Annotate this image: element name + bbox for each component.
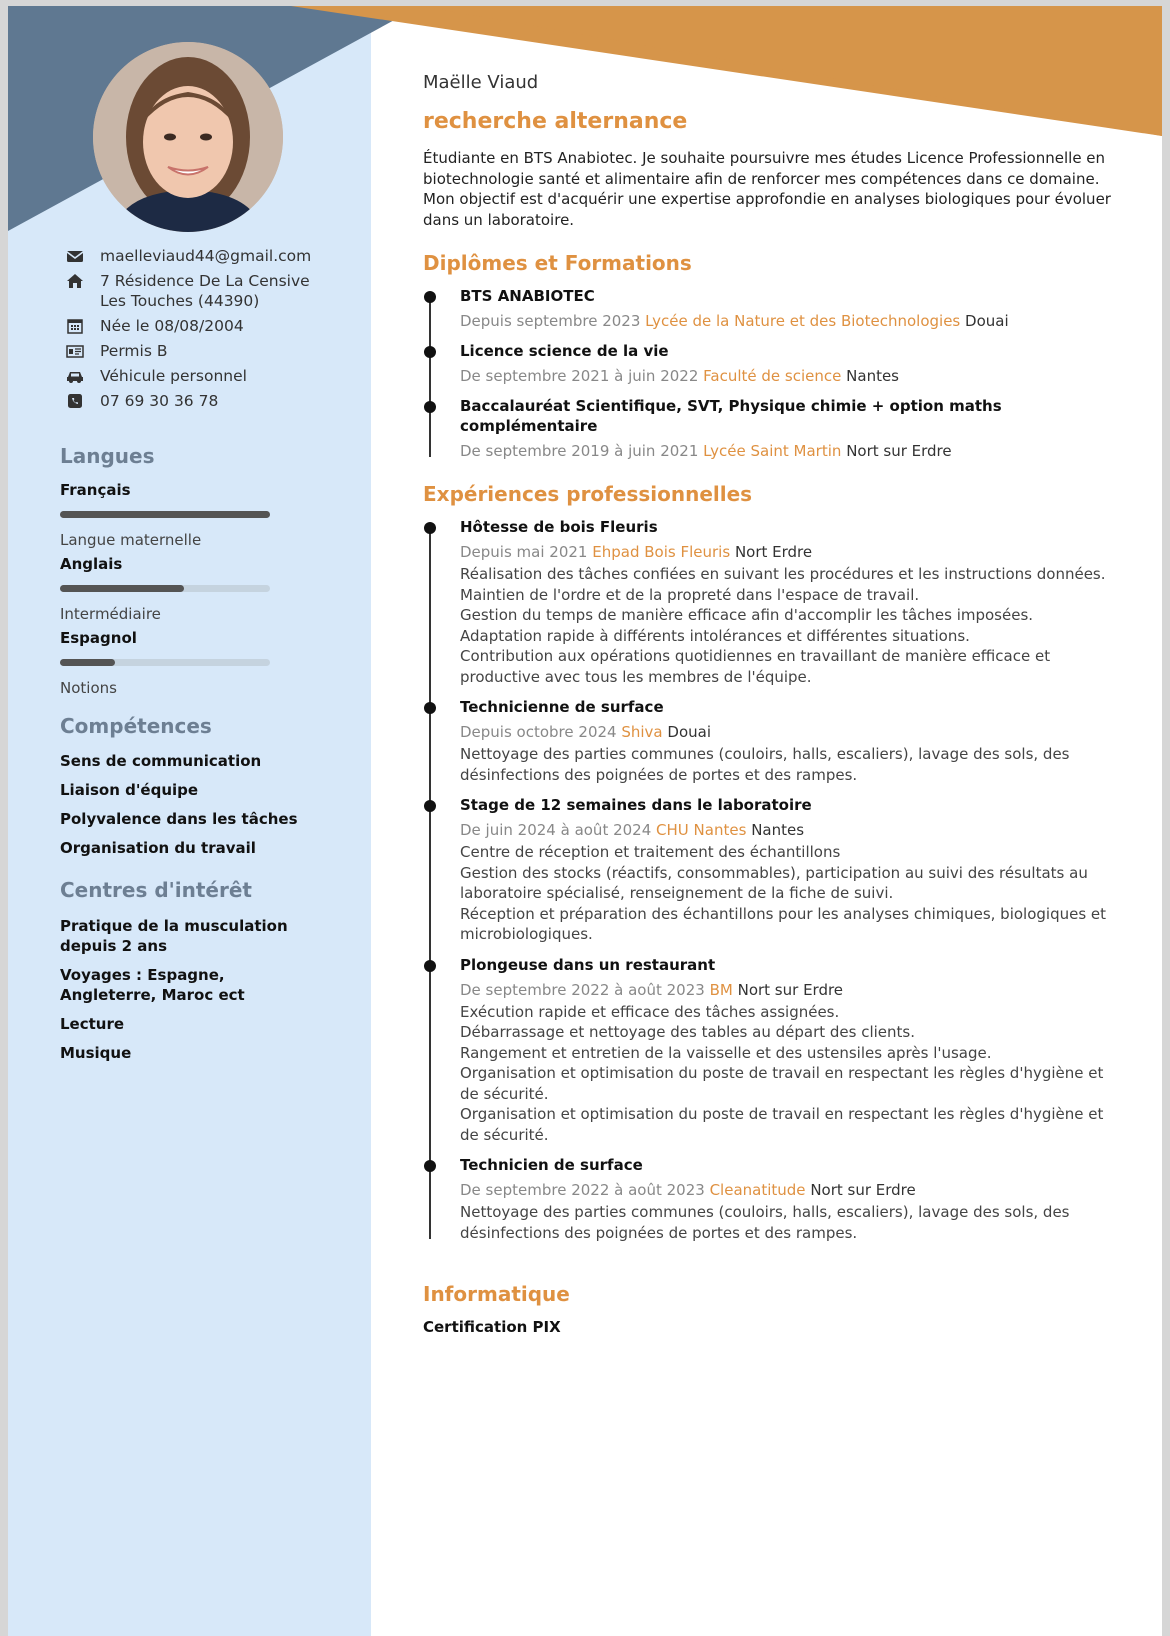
entry-date: De septembre 2022 à août 2023 <box>460 980 705 999</box>
entry-date: Depuis septembre 2023 <box>460 312 641 330</box>
entry-description <box>460 1202 1123 1243</box>
profile-photo <box>93 42 283 232</box>
entry-meta <box>460 722 1123 742</box>
entry-city: Douai <box>965 312 1009 330</box>
entry-organization: CHU Nantes <box>656 821 747 839</box>
education-entry <box>423 286 1123 331</box>
language-name: Français <box>60 481 131 499</box>
language-level: Intermédiaire <box>60 605 161 623</box>
entry-title: Baccalauréat Scientifique, SVT, Physique chimie + option maths complémentaire <box>460 397 1002 435</box>
contact-list <box>58 246 358 416</box>
education-entry <box>423 396 1123 461</box>
contact-license <box>58 341 358 361</box>
car-icon <box>64 366 86 386</box>
experience-timeline <box>423 517 1123 1253</box>
interest-item: Musique <box>60 1044 132 1062</box>
timeline-dot <box>424 291 436 303</box>
entry-city: Nort sur Erdre <box>737 980 844 999</box>
description-line: Gestion du temps de manière efficace afin d'accomplir les tâches imposées. <box>460 606 1034 624</box>
entry-date: De septembre 2021 à juin 2022 <box>460 367 699 385</box>
entry-city: Nantes <box>846 367 900 385</box>
description-line: Gestion des stocks (réactifs, consommables), participation au suivi des résultats au laboratoire spécialisé, renseignement de la fiche de suivi. <box>460 863 1088 902</box>
address-line-1: 7 Résidence De La Censive <box>100 272 310 290</box>
experience-entry <box>423 1155 1123 1243</box>
timeline-dot <box>424 522 436 534</box>
skill-item: Organisation du travail <box>60 839 256 857</box>
entry-organization: BM <box>709 980 733 999</box>
language-item <box>60 481 270 549</box>
language-level: Notions <box>60 679 117 697</box>
description-line: Organisation et optimisation du poste de travail en respectant les règles d'hygiène et de sécurité. <box>460 1064 1104 1103</box>
entry-meta <box>460 1180 1123 1200</box>
language-name: Espagnol <box>60 629 137 647</box>
summary: Étudiante en BTS Anabiotec. Je souhaite poursuivre mes études Licence Professionnelle en biotechnologie santé et alimentaire afin de renforcer mes compétences dans ce domaine. Mon objectif est d'acquérir une expertise approfondie en analyses biologiques pour évoluer dans un laboratoire. <box>423 149 1111 229</box>
phone-icon <box>64 391 86 411</box>
timeline-dot <box>424 800 436 812</box>
education-entry <box>423 341 1123 386</box>
description-line: Réalisation des tâches confiées en suivant les procédures et les instructions données. <box>460 565 1106 583</box>
description-line: Rangement et entretien de la vaisselle et des ustensiles après l'usage. <box>460 1043 992 1062</box>
entry-description <box>460 744 1123 785</box>
envelope-icon <box>64 246 86 266</box>
entry-meta <box>460 441 1123 461</box>
language-item <box>60 555 270 623</box>
description-line: Réception et préparation des échantillons pour les analyses chimiques, biologiques et microbiologiques. <box>460 904 1107 943</box>
entry-organization: Ehpad Bois Fleuris <box>592 543 731 561</box>
timeline-dot <box>424 1160 436 1172</box>
experience-entry <box>423 697 1123 785</box>
description-line: Organisation et optimisation du poste de travail en respectant les règles d'hygiène et de sécurité. <box>460 1105 1104 1144</box>
candidate-name: Maëlle Viaud <box>423 72 539 93</box>
experience-entry <box>423 795 1123 945</box>
entry-description <box>460 1002 1123 1146</box>
language-level-fill <box>60 659 115 666</box>
experience-entry <box>423 955 1123 1146</box>
language-item <box>60 629 270 697</box>
interest-item: Pratique de la musculation depuis 2 ans <box>60 917 288 955</box>
entry-title: Stage de 12 semaines dans le laboratoire <box>460 796 812 814</box>
entry-date: Depuis mai 2021 <box>460 543 588 561</box>
language-level-bar <box>60 585 270 592</box>
experience-entry <box>423 517 1123 687</box>
resume-page <box>8 6 1162 1636</box>
entry-date: Depuis octobre 2024 <box>460 723 617 741</box>
language-name: Anglais <box>60 555 123 573</box>
skill-item: Polyvalence dans les tâches <box>60 810 298 828</box>
entry-description <box>460 564 1123 687</box>
timeline-dot <box>424 702 436 714</box>
interest-item: Voyages : Espagne, Angleterre, Maroc ect <box>60 966 245 1004</box>
language-level-bar <box>60 511 270 518</box>
description-line: Débarrassage et nettoyage des tables au départ des clients. <box>460 1023 916 1041</box>
license-text: Permis B <box>100 342 168 360</box>
interest-item: Lecture <box>60 1015 125 1033</box>
contact-birth <box>58 316 358 336</box>
languages-heading: Langues <box>60 444 155 468</box>
timeline-dot <box>424 346 436 358</box>
description-line: Adaptation rapide à différents intolérances et différentes situations. <box>460 626 970 645</box>
entry-city: Nort Erdre <box>734 543 813 561</box>
entry-title: Technicienne de surface <box>460 698 664 716</box>
entry-organization: Lycée Saint Martin <box>703 442 842 460</box>
entry-title: BTS ANABIOTEC <box>460 287 595 305</box>
description-line: Nettoyage des parties communes (couloirs, halls, escaliers), lavage des sols, des désinfections des poignées de portes et des rampes. <box>460 745 1070 784</box>
entry-date: De septembre 2019 à juin 2021 <box>460 442 699 460</box>
entry-organization: Shiva <box>621 723 663 741</box>
skill-item: Liaison d'équipe <box>60 781 199 799</box>
description-line: Maintien de l'ordre et de la propreté dans l'espace de travail. <box>460 585 920 604</box>
timeline-dot <box>424 960 436 972</box>
entry-meta <box>460 820 1123 840</box>
timeline-dot <box>424 401 436 413</box>
entry-date: De juin 2024 à août 2024 <box>460 821 652 839</box>
entry-date: De septembre 2022 à août 2023 <box>460 1181 705 1199</box>
entry-meta <box>460 311 1123 331</box>
vehicle-text: Véhicule personnel <box>100 367 247 385</box>
contact-phone[interactable] <box>58 391 358 411</box>
entry-title: Licence science de la vie <box>460 342 669 360</box>
informatique-heading: Informatique <box>423 1282 570 1306</box>
entry-city: Nort sur Erdre <box>810 1181 916 1199</box>
entry-meta <box>460 366 1123 386</box>
entry-city: Douai <box>667 723 711 741</box>
language-level: Langue maternelle <box>60 531 202 549</box>
birth-text: Née le 08/08/2004 <box>100 317 244 335</box>
entry-meta <box>460 542 1123 562</box>
entry-meta <box>460 980 1123 1000</box>
skills-heading: Compétences <box>60 714 212 738</box>
language-level-fill <box>60 511 270 518</box>
entry-city: Nantes <box>751 821 805 839</box>
entry-title: Technicien de surface <box>460 1156 643 1174</box>
entry-title: Hôtesse de bois Fleuris <box>460 518 658 536</box>
description-line: Nettoyage des parties communes (couloirs, halls, escaliers), lavage des sols, des désinfections des poignées de portes et des rampes. <box>460 1203 1070 1242</box>
entry-organization: Faculté de science <box>703 367 842 385</box>
language-level-bar <box>60 659 270 666</box>
experience-heading: Expériences professionnelles <box>423 482 753 506</box>
description-line: Contribution aux opérations quotidiennes en travaillant de manière efficace et productive avec tous les membres de l'équipe. <box>460 647 1051 686</box>
interests-heading: Centres d'intérêt <box>60 878 252 902</box>
address-text <box>100 271 310 311</box>
description-line: Exécution rapide et efficace des tâches assignées. <box>460 1002 840 1021</box>
description-line: Centre de réception et traitement des échantillons <box>460 843 841 861</box>
phone-text: 07 69 30 36 78 <box>100 392 219 410</box>
entry-title: Plongeuse dans un restaurant <box>460 955 716 974</box>
id-card-icon <box>64 341 86 361</box>
education-timeline <box>423 286 1123 471</box>
address-line-2: Les Touches (44390) <box>100 292 260 310</box>
home-icon <box>64 271 86 291</box>
entry-organization: Lycée de la Nature et des Biotechnologies <box>645 312 961 330</box>
calendar-icon <box>64 316 86 336</box>
skill-item: Sens de communication <box>60 752 262 770</box>
informatique-item: Certification PIX <box>423 1318 561 1336</box>
headline: recherche alternance <box>423 109 688 134</box>
contact-email[interactable] <box>58 246 358 266</box>
education-heading: Diplômes et Formations <box>423 251 692 275</box>
contact-vehicle <box>58 366 358 386</box>
entry-organization: Cleanatitude <box>709 1181 806 1199</box>
entry-city: Nort sur Erdre <box>846 442 952 460</box>
email-text: maelleviaud44@gmail.com <box>100 247 312 265</box>
entry-description <box>460 842 1123 945</box>
language-level-fill <box>60 585 184 592</box>
contact-address <box>58 271 358 311</box>
